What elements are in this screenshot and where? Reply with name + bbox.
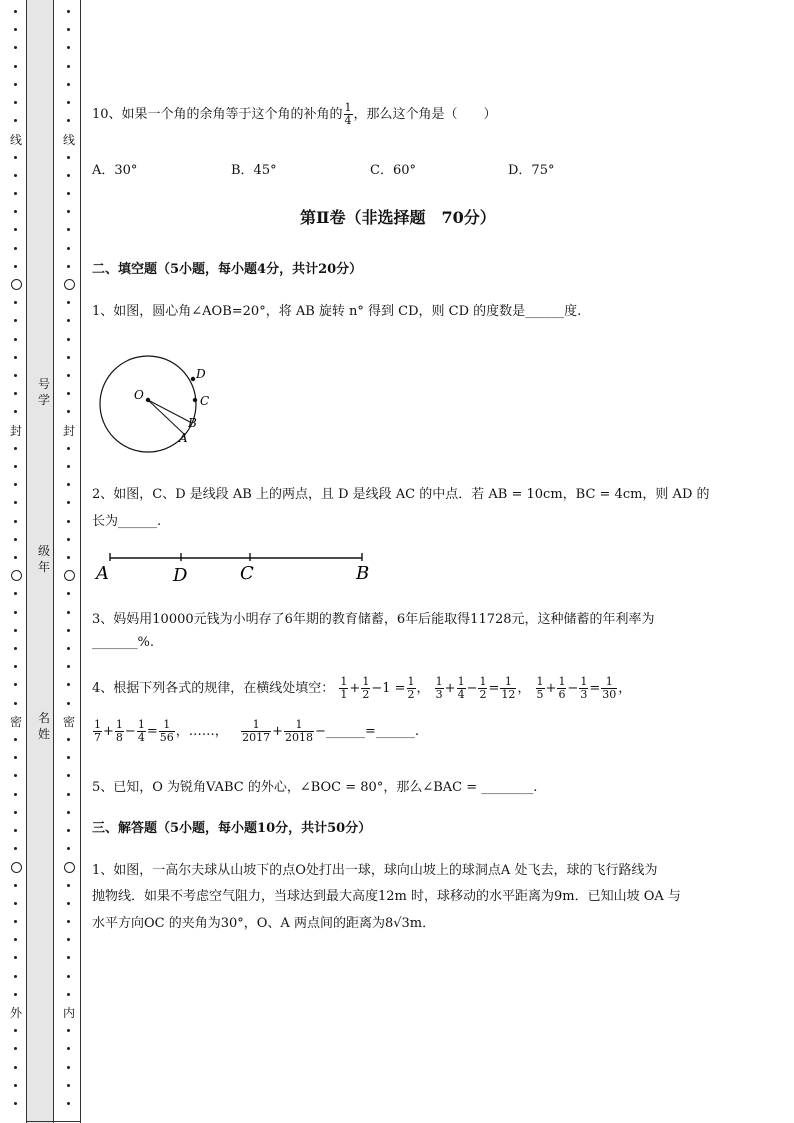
operator: − [124, 724, 136, 739]
part-2-title: 第Ⅱ卷（非选择题 70分） [300, 208, 496, 227]
frac [407, 676, 416, 701]
binding-dot [14, 811, 17, 814]
den: 4 [137, 731, 145, 744]
frac [536, 676, 545, 701]
field-name: 名姓 [38, 711, 51, 741]
operator: = [488, 681, 500, 696]
ellipsis: ，……， [175, 724, 228, 739]
binding-dot [67, 301, 70, 304]
fraction-denominator: 4 [344, 114, 352, 127]
outer-label-mi: 密 [10, 715, 23, 729]
binding-dot [67, 228, 70, 231]
label-a: A [96, 563, 109, 584]
binding-dot [67, 884, 70, 887]
binding-dot [14, 847, 17, 850]
operator: − [567, 681, 579, 696]
frac [557, 676, 566, 701]
inner-label-xian: 线 [63, 133, 76, 147]
label-a: A [179, 431, 188, 445]
binding-dot [67, 956, 70, 959]
binding-dot [14, 65, 17, 68]
q10-option-d: D．75° [508, 163, 555, 178]
binding-dot [14, 1084, 17, 1087]
num: 1 [479, 675, 487, 688]
fraction-numerator: 1 [344, 101, 352, 114]
binding-dot [67, 119, 70, 122]
num: 1 [94, 718, 101, 731]
den: 12 [501, 688, 516, 701]
q10-option-a: A．30° [92, 163, 138, 178]
binding-dot [14, 884, 17, 887]
binding-dot [14, 447, 17, 450]
inner-label-mi: 密 [63, 715, 76, 729]
binding-dot [14, 647, 17, 650]
binding-dot [14, 683, 17, 686]
binding-circle-icon [64, 862, 75, 873]
frac [137, 719, 146, 744]
frac [579, 676, 588, 701]
binding-dot [67, 1102, 70, 1105]
label-b: B [356, 563, 370, 584]
binding-dot [67, 192, 70, 195]
num: 1 [115, 718, 123, 731]
solve-question-1-line-3: 水平方向OC 的夹角为30°，O、A 两点间的距离为8√3m． [92, 916, 436, 931]
label-d: D [196, 367, 206, 381]
den: 5 [536, 688, 544, 701]
q10-option-c: C．60° [370, 163, 416, 178]
binding-dot [67, 174, 70, 177]
den: 2017 [242, 731, 271, 744]
binding-dot [67, 392, 70, 395]
den: 2 [479, 688, 487, 701]
binding-dot [14, 774, 17, 777]
binding-dot [67, 319, 70, 322]
num: 1 [536, 675, 544, 688]
binding-dot [67, 210, 70, 213]
binding-dot [67, 847, 70, 850]
inner-label-nei: 内 [63, 1006, 76, 1020]
frac [435, 676, 444, 701]
label-c: C [200, 394, 210, 408]
den: 8 [115, 731, 123, 744]
binding-dot [67, 65, 70, 68]
binding-dot [14, 247, 17, 250]
binding-dot [14, 1047, 17, 1050]
field-grade: 级年 [38, 544, 51, 574]
den: 3 [435, 688, 443, 701]
segment-figure [94, 547, 384, 585]
radius-ob [148, 400, 190, 422]
num: 1 [137, 718, 145, 731]
binding-dot [14, 538, 17, 541]
binding-dot [67, 1066, 70, 1069]
num: 1 [241, 719, 271, 732]
binding-dot [67, 265, 70, 268]
binding-dot [14, 483, 17, 486]
binding-dot [14, 920, 17, 923]
binding-dot [67, 501, 70, 504]
binding-dot [67, 629, 70, 632]
binding-dot [14, 1066, 17, 1069]
den: 7 [94, 731, 101, 744]
binding-dot [67, 993, 70, 996]
binding-dot [14, 374, 17, 377]
binding-dot [67, 101, 70, 104]
inner-dotted-line [63, 0, 75, 1123]
binding-dot [14, 556, 17, 559]
radius-oa [148, 400, 184, 434]
binding-dot [67, 647, 70, 650]
label-o: O [134, 388, 144, 402]
binding-dot [14, 265, 17, 268]
binding-dot [67, 447, 70, 450]
binding-dot [14, 338, 17, 341]
den: 2018 [285, 731, 314, 744]
outer-label-wai: 外 [10, 1006, 23, 1020]
binding-dot [67, 520, 70, 523]
num: 1 [457, 675, 465, 688]
binding-dot [14, 665, 17, 668]
frac [339, 676, 348, 701]
binding-dot [14, 938, 17, 941]
binding-dot [14, 192, 17, 195]
binding-dot [14, 46, 17, 49]
binding-dot [14, 520, 17, 523]
fill-question-1: 1、如图，圆心角∠AOB=20°，将 AB 旋转 n° 得到 CD，则 CD 的度数是______度. [92, 304, 582, 319]
binding-dot [14, 156, 17, 159]
outer-label-xian: 线 [10, 133, 23, 147]
num: 1 [435, 675, 443, 688]
binding-dot [67, 1047, 70, 1050]
binding-dot [14, 993, 17, 996]
binding-dot [67, 665, 70, 668]
point-o [146, 398, 150, 402]
fill-question-2-line-2: 长为______. [92, 514, 162, 529]
num: 1 [159, 719, 175, 732]
binding-dot [14, 629, 17, 632]
binding-dot [14, 956, 17, 959]
binding-dot [67, 774, 70, 777]
binding-dot [67, 1084, 70, 1087]
binding-dot [14, 210, 17, 213]
q10-text: 10、如果一个角的余角等于这个角的补角的 [92, 107, 343, 122]
fill-question-3-line-2: _______%. [92, 635, 154, 650]
frac [361, 676, 370, 701]
num: 1 [340, 675, 348, 688]
binding-dot [14, 319, 17, 322]
answer-blanks: −______=______. [315, 724, 419, 739]
inner-label-feng: 封 [63, 424, 76, 438]
frac [115, 719, 124, 744]
binding-dot [14, 28, 17, 31]
num: 1 [558, 675, 566, 688]
binding-dot [14, 902, 17, 905]
binding-dot [67, 556, 70, 559]
num: 1 [407, 675, 415, 688]
binding-dot [67, 28, 70, 31]
frac [601, 676, 617, 701]
binding-dot [67, 793, 70, 796]
den: 2 [407, 688, 415, 701]
binding-dot [67, 356, 70, 359]
frac [284, 719, 314, 744]
binding-dot [14, 392, 17, 395]
den: 30 [602, 688, 617, 701]
binding-dot [67, 247, 70, 250]
frac [241, 719, 271, 744]
frac [478, 676, 487, 701]
outer-dotted-line [10, 0, 22, 1123]
num: 1 [284, 719, 314, 732]
binding-dot [67, 938, 70, 941]
binding-dot [14, 592, 17, 595]
binding-dot [14, 228, 17, 231]
binding-dot [67, 338, 70, 341]
field-student-number: 号学 [38, 377, 51, 407]
binding-dot [67, 702, 70, 705]
binding-dot [14, 829, 17, 832]
binding-dot [14, 465, 17, 468]
num: 1 [601, 676, 617, 689]
binding-dot [67, 83, 70, 86]
binding-dot [67, 975, 70, 978]
q10-text-after: ，那么这个角是（ ） [353, 107, 497, 122]
frac [93, 719, 102, 744]
binding-dot [14, 1029, 17, 1032]
inner-border-line [80, 0, 81, 1123]
solve-question-1-line-1: 1、如图，一高尔夫球从山坡下的点O处打出一球，球向山坡上的球洞点A 处飞去，球的飞行路线为 [92, 863, 658, 878]
binding-dot [67, 738, 70, 741]
point-c [193, 398, 197, 402]
binding-dot [14, 975, 17, 978]
question-10 [92, 102, 497, 127]
binding-dot [67, 374, 70, 377]
binding-circle-icon [11, 279, 22, 290]
binding-dot [67, 483, 70, 486]
binding-dot [14, 702, 17, 705]
binding-dot [14, 174, 17, 177]
fill-question-5: 5、已知，O 为锐角VABC 的外心，∠BOC = 80°，那么∠BAC = ________. [92, 780, 538, 795]
frac [457, 676, 466, 701]
binding-dot [67, 756, 70, 759]
frac [159, 719, 175, 744]
binding-dot [14, 83, 17, 86]
operator: − [466, 681, 478, 696]
binding-dot [14, 410, 17, 413]
binding-dot [67, 683, 70, 686]
den: 2 [362, 688, 370, 701]
binding-dot [67, 902, 70, 905]
den: 4 [457, 688, 465, 701]
solve-question-1-line-2: 抛物线．如果不考虑空气阻力，当球达到最大高度12m 时，球移动的水平距离为9m．已知山坡 OA 与 [92, 889, 681, 904]
section-2-title: 二、填空题（5小题，每小题4分，共计20分） [92, 262, 363, 277]
fill-question-2-line-1: 2、如图，C、D 是线段 AB 上的两点，且 D 是线段 AC 的中点．若 AB = 10cm，BC = 4cm，则 AD 的 [92, 487, 710, 502]
q10-fraction [344, 102, 353, 127]
binding-dot [67, 920, 70, 923]
num: 1 [500, 676, 516, 689]
label-b: B [188, 416, 197, 430]
binding-dot [14, 301, 17, 304]
binding-dot [14, 793, 17, 796]
binding-dot [14, 738, 17, 741]
fill-question-4-line-2: $\frac{1}{7}$ + $\frac{1}{8}$ − $\frac{1}{4}$ = $\frac{1}{56}$ ，……， $\frac{1}{2017}$ + $\frac{1}{2018}$ −______=______. [94, 718, 419, 744]
den: 3 [580, 688, 588, 701]
point-d [191, 377, 195, 381]
label-d: D [173, 565, 188, 585]
binding-dot [67, 410, 70, 413]
q10-option-b: B．45° [231, 163, 277, 178]
operator: −1 = [371, 681, 406, 696]
fill-question-4-line-1: 4、根据下列各式的规律，在横线处填空： $\frac{1}{1}$ + $\frac{1}{2}$ −1 = $\frac{1}{2}$ ， $\frac{1}{3}$ + $\frac{1}{4}$ − $\frac{1}{2}$ = $\frac{1}{12}$ ， $\frac{1}{5}$ + $\frac{1}{6}$ − $\frac{1}{3}$ = $\frac{1}{30}$ ， [92, 675, 632, 701]
binding-dot [67, 592, 70, 595]
num: 1 [580, 675, 588, 688]
operator: = [146, 724, 158, 739]
den: 56 [159, 731, 174, 744]
binding-dot [14, 756, 17, 759]
binding-dot [67, 1029, 70, 1032]
fill-question-3-line-1: 3、妈妈用10000元钱为小明存了6年期的教育储蓄，6年后能取得11728元，这种储蓄的年利率为 [92, 612, 655, 627]
binding-dot [14, 10, 17, 13]
den: 1 [340, 688, 348, 701]
binding-dot [14, 101, 17, 104]
q4-intro: 4、根据下列各式的规律，在横线处填空： [92, 681, 335, 696]
binding-circle-icon [11, 570, 22, 581]
binding-dot [14, 356, 17, 359]
den: 6 [558, 688, 566, 701]
binding-dot [67, 538, 70, 541]
label-c: C [240, 563, 254, 584]
outer-label-feng: 封 [10, 424, 23, 438]
binding-circle-icon [64, 570, 75, 581]
binding-dot [67, 46, 70, 49]
binding-dot [14, 501, 17, 504]
binding-circle-icon [11, 862, 22, 873]
operator: = [589, 681, 601, 696]
num: 1 [362, 675, 370, 688]
frac [500, 676, 516, 701]
binding-dot [67, 10, 70, 13]
binding-circle-icon [64, 279, 75, 290]
binding-dot [67, 829, 70, 832]
binding-dot [14, 119, 17, 122]
binding-dot [67, 465, 70, 468]
binding-dot [67, 811, 70, 814]
circle-figure [94, 354, 224, 454]
section-3-title: 三、解答题（5小题，每小题10分，共计50分） [92, 821, 372, 836]
binding-dot [67, 611, 70, 614]
binding-dot [14, 1102, 17, 1105]
binding-dot [14, 611, 17, 614]
binding-dot [67, 156, 70, 159]
